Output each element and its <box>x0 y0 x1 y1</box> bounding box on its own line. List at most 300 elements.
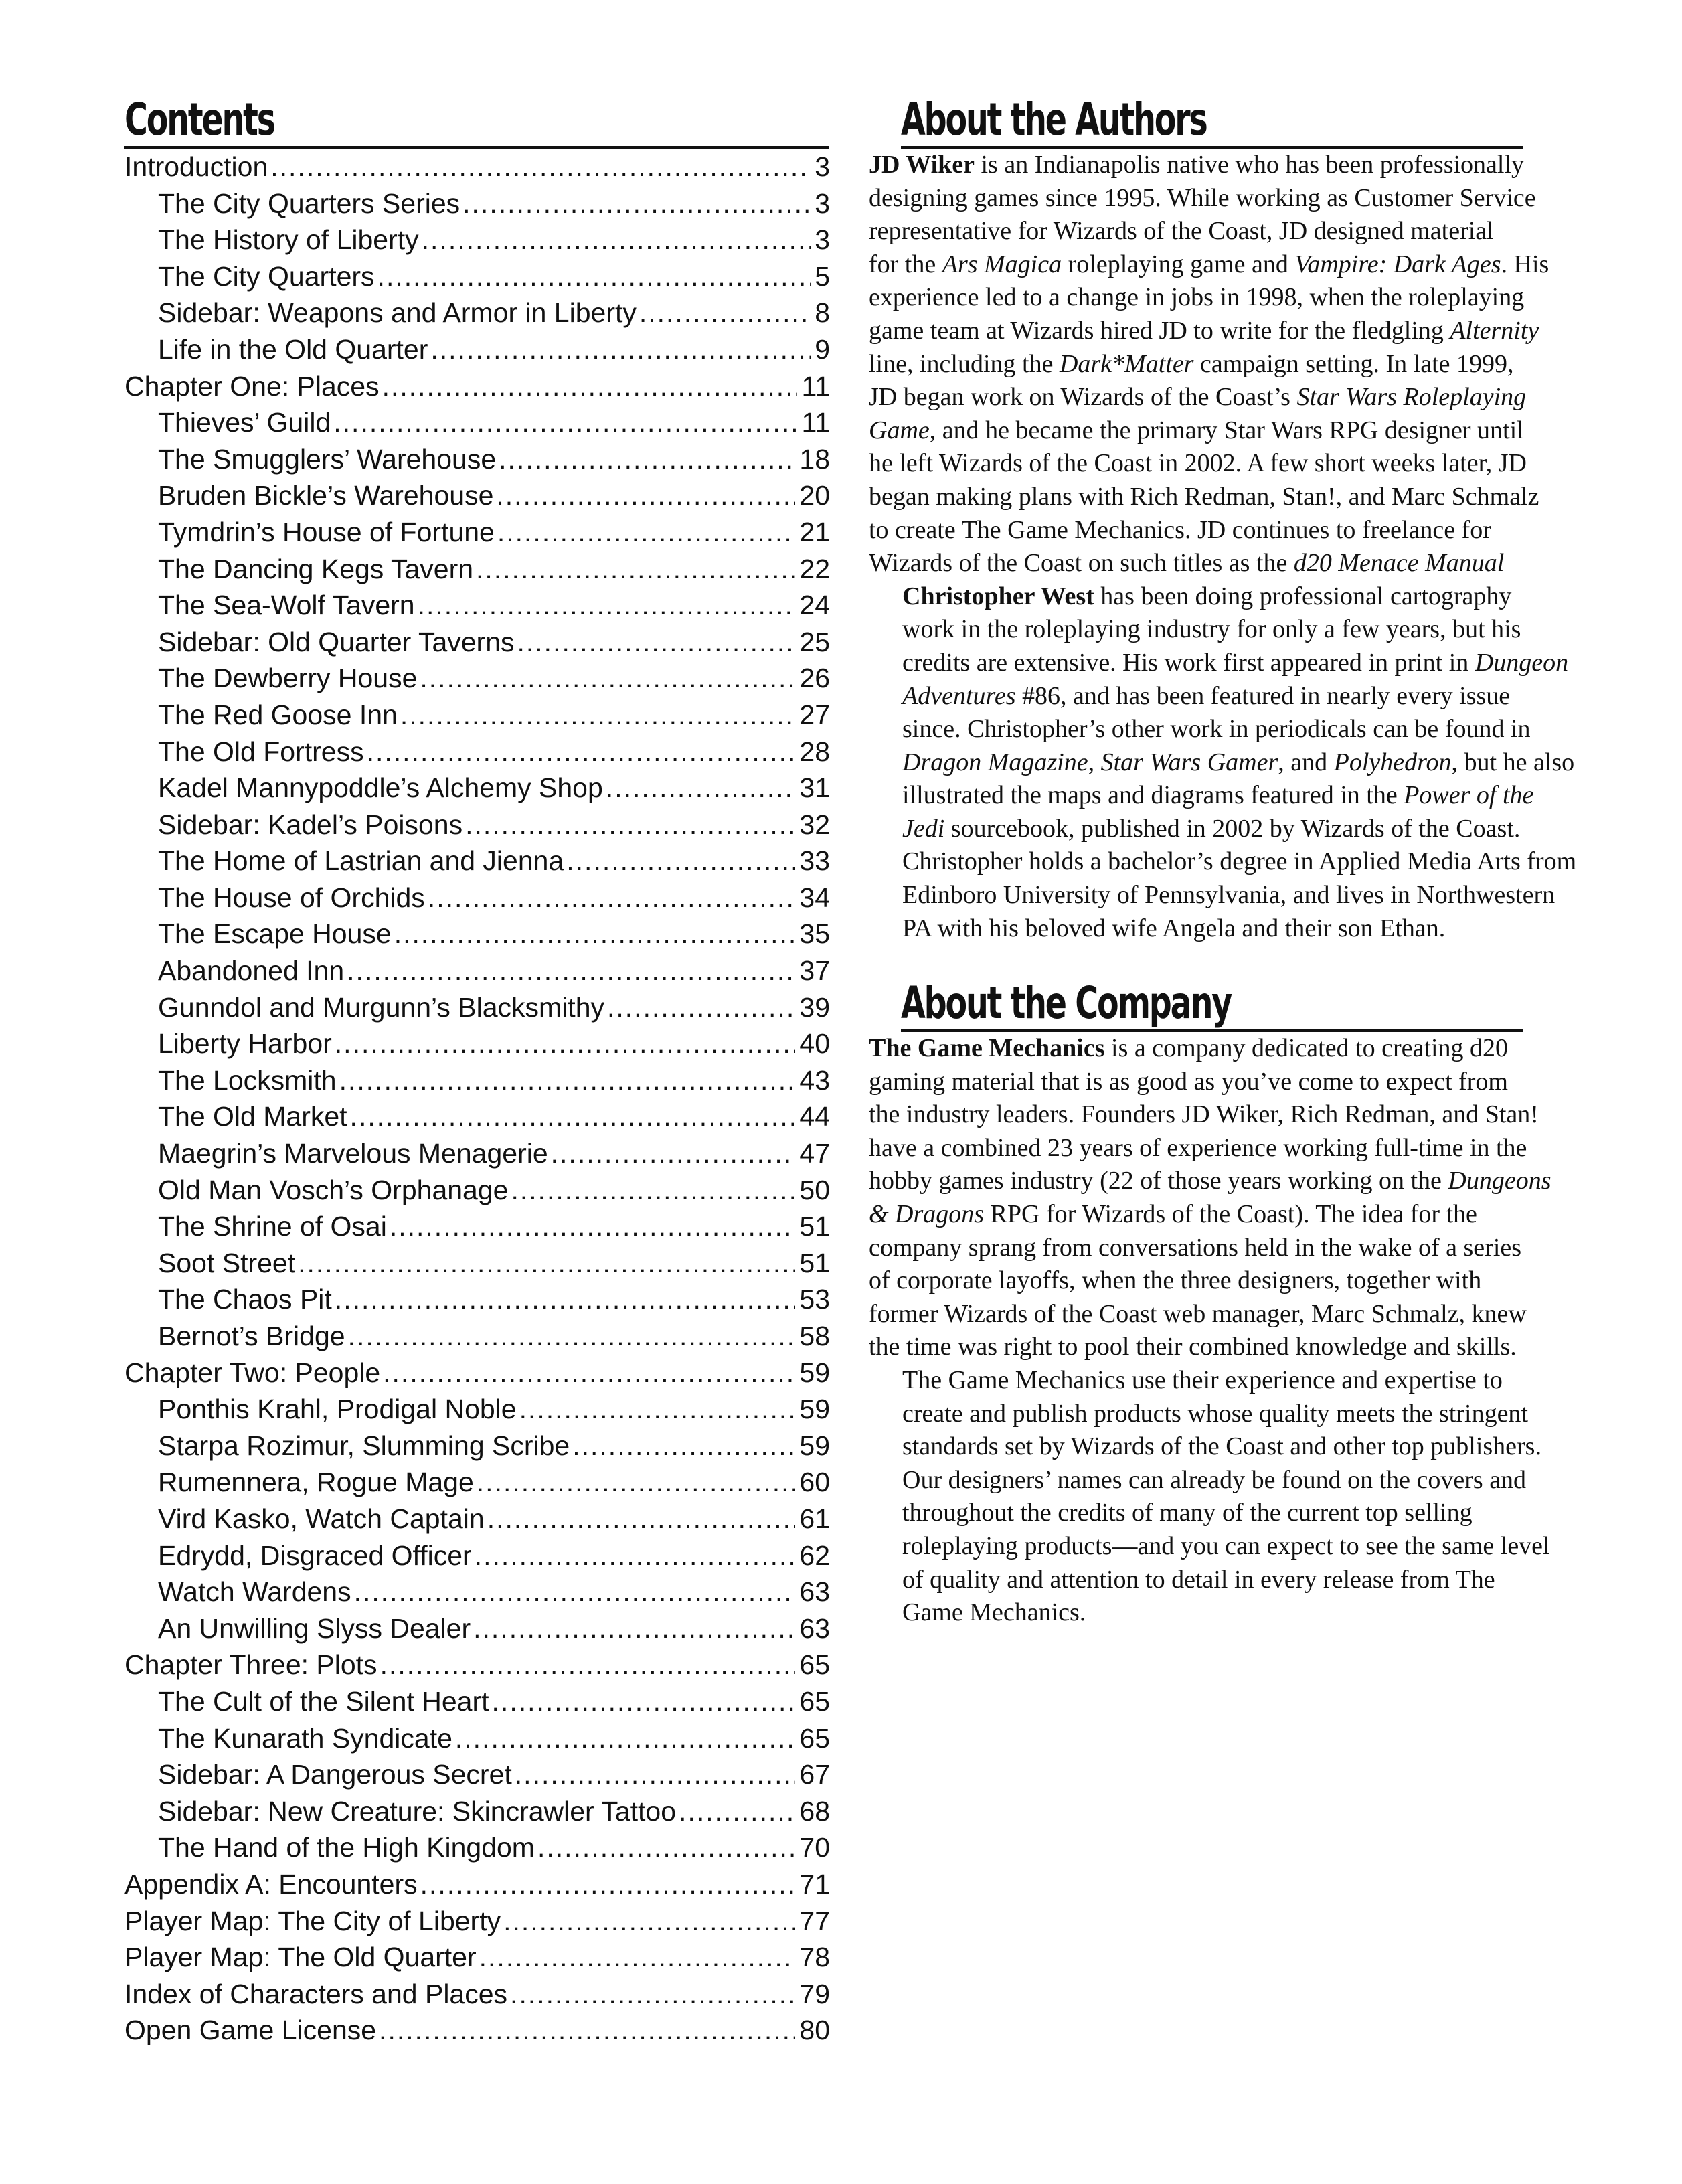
toc-dot-leader <box>499 441 795 478</box>
toc-entry <box>124 952 830 989</box>
text-line <box>869 1331 1561 1364</box>
toc-entry <box>124 660 830 697</box>
toc-entry-page: 3 <box>815 187 830 219</box>
italic-title: Polyhedron <box>1333 748 1452 776</box>
text-run: The Game Mechanics use their experience and expertise to <box>902 1365 1503 1394</box>
text-run: JD began work on Wizards of the Coast’s <box>869 383 1297 412</box>
toc-entry <box>124 1939 830 1976</box>
toc-dot-leader <box>390 1208 796 1245</box>
toc-entry-title: Introduction <box>124 151 268 182</box>
text-line <box>869 447 1561 481</box>
text-run: , and <box>1278 748 1334 776</box>
contents-heading: Contents <box>124 94 274 145</box>
toc-entry-title: Sidebar: A Dangerous Secret <box>158 1759 512 1790</box>
authors-heading-rule <box>901 94 1523 149</box>
italic-title: Dark*Matter <box>1059 349 1194 378</box>
text-run: have a combined 23 years of experience working full-time in the <box>869 1133 1527 1162</box>
toc-entry-title: Sidebar: Old Quarter Taverns <box>158 626 515 657</box>
toc-entry <box>124 1098 830 1135</box>
toc-entry-title: Chapter One: Places <box>124 370 380 402</box>
toc-dot-leader <box>335 1025 796 1062</box>
toc-dot-leader <box>418 587 796 624</box>
toc-entry-page: 21 <box>799 516 830 548</box>
toc-entry-title: Starpa Rozimur, Slumming Scribe <box>158 1430 570 1461</box>
toc-entry <box>124 331 830 368</box>
toc-entry <box>124 1756 830 1793</box>
toc-entry <box>124 1647 830 1683</box>
toc-entry-page: 80 <box>799 2015 830 2046</box>
text-run: Wizards of the Coast on such titles as the <box>869 549 1294 578</box>
text-line <box>869 845 1577 879</box>
toc-entry-page: 67 <box>799 1759 830 1790</box>
text-run: is a company dedicated to creating d20 <box>1104 1034 1509 1062</box>
italic-title: Dungeon <box>1475 648 1569 677</box>
text-line <box>869 1098 1561 1132</box>
text-line <box>869 547 1561 580</box>
toc-entry <box>124 1391 830 1428</box>
toc-entry-page: 60 <box>799 1466 830 1498</box>
toc-dot-leader <box>679 1793 795 1830</box>
text-run: of corporate layoffs, when the three designers, together with <box>869 1266 1482 1295</box>
toc-entry <box>124 222 830 258</box>
company-paragraph <box>869 1032 1561 1364</box>
text-run: Christopher holds a bachelor’s degree in Applied Media Arts from <box>902 847 1577 876</box>
toc-entry-page: 31 <box>799 772 830 804</box>
toc-entry-page: 63 <box>799 1576 830 1608</box>
toc-dot-leader <box>510 1976 795 2013</box>
italic-title: Game <box>869 416 930 444</box>
text-run: #86, and has been featured in nearly every issue <box>1015 681 1511 710</box>
toc-dot-leader <box>382 368 798 405</box>
toc-entry-page: 3 <box>815 224 830 256</box>
toc-dot-leader <box>517 624 796 661</box>
toc-dot-leader <box>473 1610 795 1647</box>
toc-dot-leader <box>354 1574 796 1610</box>
italic-title: Dragon Magazine <box>902 748 1088 776</box>
toc-entry-page: 5 <box>815 260 830 292</box>
toc-entry-title: The Old Fortress <box>158 736 364 767</box>
toc-entry-page: 11 <box>801 407 830 438</box>
italic-title: d20 Menace Manual <box>1293 549 1505 578</box>
toc-entry-title: The Kunarath Syndicate <box>158 1722 452 1754</box>
toc-entry <box>124 1208 830 1245</box>
text-run: since. Christopher’s other work in periodicals can be found in <box>902 715 1531 744</box>
toc-entry <box>124 1537 830 1574</box>
text-run: . His <box>1501 250 1549 278</box>
toc-entry-title: Sidebar: Weapons and Armor in Liberty <box>158 297 637 329</box>
toc-entry-title: Gunndol and Murgunn’s Blacksmithy <box>158 991 604 1023</box>
toc-entry-page: 79 <box>799 1978 830 2009</box>
toc-dot-leader <box>479 1939 796 1976</box>
toc-entry-page: 65 <box>799 1685 830 1717</box>
toc-entry-page: 65 <box>799 1649 830 1681</box>
toc-entry <box>124 624 830 661</box>
toc-entry-page: 27 <box>799 699 830 730</box>
text-line <box>869 1464 1561 1497</box>
toc-dot-leader <box>487 1501 796 1537</box>
toc-entry-title: The Sea-Wolf Tavern <box>158 590 415 621</box>
text-line <box>869 1530 1561 1564</box>
text-run: is an Indianapolis native who has been professionally <box>975 151 1525 179</box>
toc-entry-page: 58 <box>799 1321 830 1351</box>
toc-entry-page: 59 <box>799 1394 830 1425</box>
toc-entry-title: The Dancing Kegs Tavern <box>158 553 474 584</box>
toc-dot-leader <box>462 185 811 222</box>
toc-entry-page: 28 <box>799 736 830 767</box>
toc-dot-leader <box>566 843 795 879</box>
toc-entry-title: Edrydd, Disgraced Officer <box>158 1539 472 1571</box>
toc-entry <box>124 1976 830 2013</box>
toc-dot-leader <box>496 477 795 514</box>
toc-entry-title: Bruden Bickle’s Warehouse <box>158 480 494 511</box>
toc-entry-title: The Shrine of Osai <box>158 1211 387 1242</box>
text-run: hobby games industry (22 of those years working on the <box>869 1167 1448 1195</box>
toc-entry-page: 34 <box>799 881 830 913</box>
text-line <box>869 1132 1561 1165</box>
toc-entry <box>124 295 830 331</box>
toc-entry-title: The Chaos Pit <box>158 1284 332 1315</box>
bold-name: JD Wiker <box>869 151 975 179</box>
toc-dot-leader <box>335 1281 796 1318</box>
toc-entry <box>124 258 830 295</box>
toc-entry <box>124 1172 830 1209</box>
toc-entry <box>124 1281 830 1318</box>
toc-entry <box>124 843 830 879</box>
toc-entry-page: 53 <box>799 1284 830 1315</box>
toc-entry <box>124 1318 830 1355</box>
toc-dot-leader <box>383 1355 795 1392</box>
toc-entry-page: 39 <box>799 991 830 1023</box>
toc-dot-leader <box>475 1537 796 1574</box>
toc-entry-title: The Smugglers’ Warehouse <box>158 443 497 475</box>
toc-entry <box>124 1428 830 1464</box>
toc-entry-title: Appendix A: Encounters <box>124 1868 418 1900</box>
toc-dot-leader <box>420 1866 796 1903</box>
toc-entry-title: The Old Market <box>158 1101 347 1132</box>
toc-entry <box>124 185 830 222</box>
authors-paragraph <box>869 580 1577 946</box>
toc-entry <box>124 989 830 1026</box>
company-heading-rule <box>901 977 1523 1032</box>
text-line <box>869 580 1561 614</box>
toc-entry-title: Index of Characters and Places <box>124 1978 508 2009</box>
toc-entry-title: Abandoned Inn <box>158 955 345 987</box>
toc-entry-title: Bernot’s Bridge <box>158 1321 345 1351</box>
toc-entry-page: 37 <box>799 955 830 987</box>
text-run: of quality and attention to detail in every release from The <box>902 1565 1495 1594</box>
toc-entry-page: 11 <box>801 370 830 402</box>
toc-dot-leader <box>515 1756 796 1793</box>
toc-entry-page: 22 <box>799 553 830 584</box>
text-line <box>869 647 1569 680</box>
text-run: , but he also <box>1451 748 1575 776</box>
italic-title: Ars Magica <box>942 250 1062 278</box>
italic-title: Dungeons <box>1448 1167 1551 1195</box>
toc-entry <box>124 1025 830 1062</box>
toc-entry-page: 68 <box>799 1795 830 1827</box>
text-run: Edinboro University of Pennsylvania, and lives in Northwestern <box>902 881 1555 910</box>
toc-dot-leader <box>298 1245 795 1282</box>
toc-entry <box>124 1245 830 1282</box>
toc-dot-leader <box>367 734 796 770</box>
authors-paragraph <box>869 149 1561 580</box>
toc-entry-page: 33 <box>799 845 830 877</box>
toc-dot-leader <box>339 1062 796 1099</box>
company-heading: About the Company <box>901 977 1232 1029</box>
toc-dot-leader <box>380 1647 796 1683</box>
toc-dot-leader <box>350 1098 796 1135</box>
toc-entry <box>124 770 830 807</box>
text-line <box>869 713 1561 746</box>
toc-entry <box>124 514 830 551</box>
text-line <box>869 613 1561 647</box>
toc-entry-page: 9 <box>815 333 830 365</box>
text-line <box>869 1596 1561 1630</box>
toc-dot-leader <box>430 331 811 368</box>
toc-entry <box>124 1574 830 1610</box>
toc-dot-leader <box>503 1903 795 1940</box>
toc-entry-title: Vird Kasko, Watch Captain <box>158 1503 485 1534</box>
italic-title: Star Wars Roleplaying <box>1296 383 1527 412</box>
toc-dot-leader <box>519 1391 796 1428</box>
italic-title: & Dragons <box>869 1199 985 1228</box>
toc-entry <box>124 368 830 405</box>
toc-entry <box>124 879 830 916</box>
toc-entry-title: The Hand of the High Kingdom <box>158 1832 535 1863</box>
toc-entry-title: Watch Wardens <box>158 1576 351 1608</box>
text-line <box>869 149 1561 182</box>
toc-dot-leader <box>606 770 796 807</box>
toc-entry-title: The Locksmith <box>158 1064 337 1096</box>
toc-entry-title: Maegrin’s Marvelous Menagerie <box>158 1138 548 1169</box>
toc-entry-title: The City Quarters Series <box>158 187 460 219</box>
text-run: designing games since 1995. While working as Customer Service <box>869 183 1536 212</box>
toc-entry-page: 20 <box>799 480 830 511</box>
toc-dot-leader <box>348 1318 796 1355</box>
text-run: representative for Wizards of the Coast, JD designed material <box>869 217 1494 246</box>
text-run: , <box>1088 748 1101 776</box>
italic-title: Adventures <box>902 681 1016 710</box>
toc-entry <box>124 1829 830 1866</box>
toc-dot-leader <box>572 1428 795 1464</box>
text-line <box>869 746 1575 780</box>
text-line <box>869 248 1561 282</box>
toc-entry <box>124 807 830 843</box>
toc-dot-leader <box>420 660 795 697</box>
toc-entry-page: 61 <box>799 1503 830 1534</box>
text-run: game team at Wizards hired JD to write for the fledgling <box>869 316 1450 345</box>
text-line <box>869 1198 1561 1232</box>
text-run: former Wizards of the Coast web manager, Marc Schmalz, knew <box>869 1299 1527 1328</box>
toc-entry-page: 26 <box>799 663 830 694</box>
toc-entry-page: 70 <box>799 1832 830 1863</box>
toc-entry <box>124 1720 830 1757</box>
toc-entry-title: An Unwilling Slyss Dealer <box>158 1612 471 1644</box>
toc-dot-leader <box>422 222 811 258</box>
toc-entry-page: 51 <box>799 1211 830 1242</box>
toc-entry-title: Rumennera, Rogue Mage <box>158 1466 474 1498</box>
text-run: for the <box>869 250 942 278</box>
contents-heading-rule <box>124 94 829 149</box>
text-line <box>869 1298 1561 1331</box>
company-text <box>869 1032 1561 1630</box>
toc-entry <box>124 1501 830 1537</box>
toc-dot-leader <box>465 807 795 843</box>
text-run: , and he became the primary Star Wars RPG designer until <box>929 416 1524 444</box>
toc-dot-leader <box>551 1135 796 1172</box>
toc-entry-title: Chapter Two: People <box>124 1357 381 1388</box>
text-line <box>869 215 1561 248</box>
toc-entry-page: 44 <box>799 1101 830 1132</box>
text-run: roleplaying products—and you can expect to see the same level <box>902 1531 1550 1560</box>
toc-dot-leader <box>511 1172 795 1209</box>
toc-entry <box>124 1683 830 1720</box>
toc-dot-leader <box>333 404 797 441</box>
toc-entry <box>124 441 830 478</box>
toc-dot-leader <box>455 1720 796 1757</box>
text-run: campaign setting. In late 1999, <box>1193 349 1514 378</box>
text-run: has been doing professional cartography <box>1094 582 1512 610</box>
text-run: company sprang from conversations held in the wake of a series <box>869 1233 1522 1262</box>
toc-entry-page: 8 <box>815 297 830 329</box>
toc-entry <box>124 477 830 514</box>
toc-entry <box>124 2012 830 2049</box>
toc-entry <box>124 1464 830 1501</box>
toc-entry-page: 40 <box>799 1028 830 1060</box>
toc-entry <box>124 734 830 770</box>
toc-entry-title: The Escape House <box>158 918 392 950</box>
toc-entry-page: 50 <box>799 1174 830 1205</box>
toc-entry <box>124 1062 830 1099</box>
text-line <box>869 414 1561 448</box>
toc-entry-page: 59 <box>799 1357 830 1388</box>
text-run: experience led to a change in jobs in 1998, when the roleplaying <box>869 283 1525 312</box>
toc-entry-title: Tymdrin’s House of Fortune <box>158 516 495 548</box>
text-line <box>869 779 1561 813</box>
toc-entry-title: Old Man Vosch’s Orphanage <box>158 1174 509 1205</box>
toc-entry-page: 71 <box>799 1868 830 1900</box>
text-line <box>869 381 1561 414</box>
text-line <box>869 1032 1561 1066</box>
toc-entry-title: Open Game License <box>124 2015 377 2046</box>
toc-entry-page: 59 <box>799 1430 830 1461</box>
text-run: the time was right to pool their combined knowledge and skills. <box>869 1333 1517 1361</box>
text-run: standards set by Wizards of the Coast and other top publishers. <box>902 1432 1541 1461</box>
toc-entry <box>124 1610 830 1647</box>
text-run: roleplaying game and <box>1062 250 1295 278</box>
text-line <box>869 912 1561 946</box>
text-line <box>869 1232 1561 1265</box>
toc-entry-title: Chapter Three: Plots <box>124 1649 377 1681</box>
text-line <box>869 514 1561 548</box>
text-line <box>869 281 1561 315</box>
toc-entry <box>124 551 830 588</box>
toc-entry-page: 78 <box>799 1942 830 1973</box>
toc-entry <box>124 1903 830 1940</box>
italic-title: Vampire: Dark Ages <box>1294 250 1501 278</box>
authors-heading: About the Authors <box>901 94 1207 145</box>
text-line <box>869 182 1561 216</box>
toc-dot-leader <box>497 514 796 551</box>
toc-dot-leader <box>379 2012 795 2049</box>
toc-dot-leader <box>347 952 795 989</box>
text-run: the industry leaders. Founders JD Wiker, Rich Redman, and Stan! <box>869 1100 1539 1129</box>
text-line <box>869 1564 1561 1597</box>
text-line <box>869 1264 1561 1298</box>
toc-entry-page: 43 <box>799 1064 830 1096</box>
text-run: to create The Game Mechanics. JD continues to freelance for <box>869 515 1491 544</box>
text-run: Game Mechanics. <box>902 1598 1086 1627</box>
toc-entry-page: 62 <box>799 1539 830 1571</box>
toc-entry <box>124 1135 830 1172</box>
toc-dot-leader <box>428 879 796 916</box>
text-run: he left Wizards of the Coast in 2002. A few short weeks later, JD <box>869 449 1527 478</box>
toc-entry-title: Sidebar: Kadel’s Poisons <box>158 809 463 840</box>
text-line <box>869 481 1561 514</box>
toc-entry-title: The Red Goose Inn <box>158 699 398 730</box>
toc-entry-page: 32 <box>799 809 830 840</box>
text-run: began making plans with Rich Redman, Stan!, and Marc Schmalz <box>869 482 1539 511</box>
toc-dot-leader <box>639 295 811 331</box>
toc-entry <box>124 149 830 185</box>
toc-dot-leader <box>537 1829 795 1866</box>
toc-entry <box>124 1355 830 1392</box>
italic-title: Power of the <box>1404 781 1534 810</box>
text-line <box>869 680 1561 713</box>
text-run: gaming material that is as good as you’ve come to expect from <box>869 1067 1508 1096</box>
toc-dot-leader <box>607 989 795 1026</box>
bold-name: The Game Mechanics <box>869 1034 1105 1062</box>
toc-dot-leader <box>476 551 795 588</box>
text-line <box>869 1497 1561 1530</box>
text-run: credits are extensive. His work first appeared in print in <box>902 648 1475 677</box>
toc-entry <box>124 697 830 734</box>
toc-entry-title: Soot Street <box>158 1247 296 1278</box>
toc-entry-title: The Cult of the Silent Heart <box>158 1685 489 1717</box>
text-line <box>869 1364 1561 1398</box>
toc-entry-title: Sidebar: New Creature: Skincrawler Tattoo <box>158 1795 677 1827</box>
text-run: sourcebook, published in 2002 by Wizards of the Coast. <box>944 814 1521 843</box>
toc-entry-page: 24 <box>799 590 830 621</box>
text-run: PA with his beloved wife Angela and their son Ethan. <box>902 914 1446 942</box>
toc-entry <box>124 404 830 441</box>
text-run: throughout the credits of many of the current top selling <box>902 1499 1473 1527</box>
toc-entry-page: 51 <box>799 1247 830 1278</box>
text-run: RPG for Wizards of the Coast). The idea for the <box>984 1199 1477 1228</box>
toc-entry <box>124 916 830 952</box>
text-line <box>869 879 1561 912</box>
text-line <box>869 315 1561 348</box>
toc-entry-title: Life in the Old Quarter <box>158 333 428 365</box>
bold-name: Christopher West <box>902 582 1094 610</box>
text-line <box>869 1066 1561 1099</box>
table-of-contents <box>124 149 830 2049</box>
toc-entry-title: Player Map: The Old Quarter <box>124 1942 477 1973</box>
italic-title: Star Wars Gamer <box>1100 748 1278 776</box>
toc-entry-title: The History of Liberty <box>158 224 419 256</box>
toc-dot-leader <box>492 1683 796 1720</box>
text-line <box>869 1398 1561 1431</box>
toc-entry-page: 63 <box>799 1612 830 1644</box>
text-run: create and publish products whose quality meets the stringent <box>902 1399 1528 1428</box>
authors-text <box>869 149 1577 945</box>
toc-dot-leader <box>477 1464 796 1501</box>
toc-entry-title: Liberty Harbor <box>158 1028 332 1060</box>
toc-entry-page: 35 <box>799 918 830 950</box>
toc-entry-title: The Home of Lastrian and Jienna <box>158 845 564 877</box>
toc-entry-page: 25 <box>799 626 830 657</box>
text-line <box>869 348 1561 382</box>
